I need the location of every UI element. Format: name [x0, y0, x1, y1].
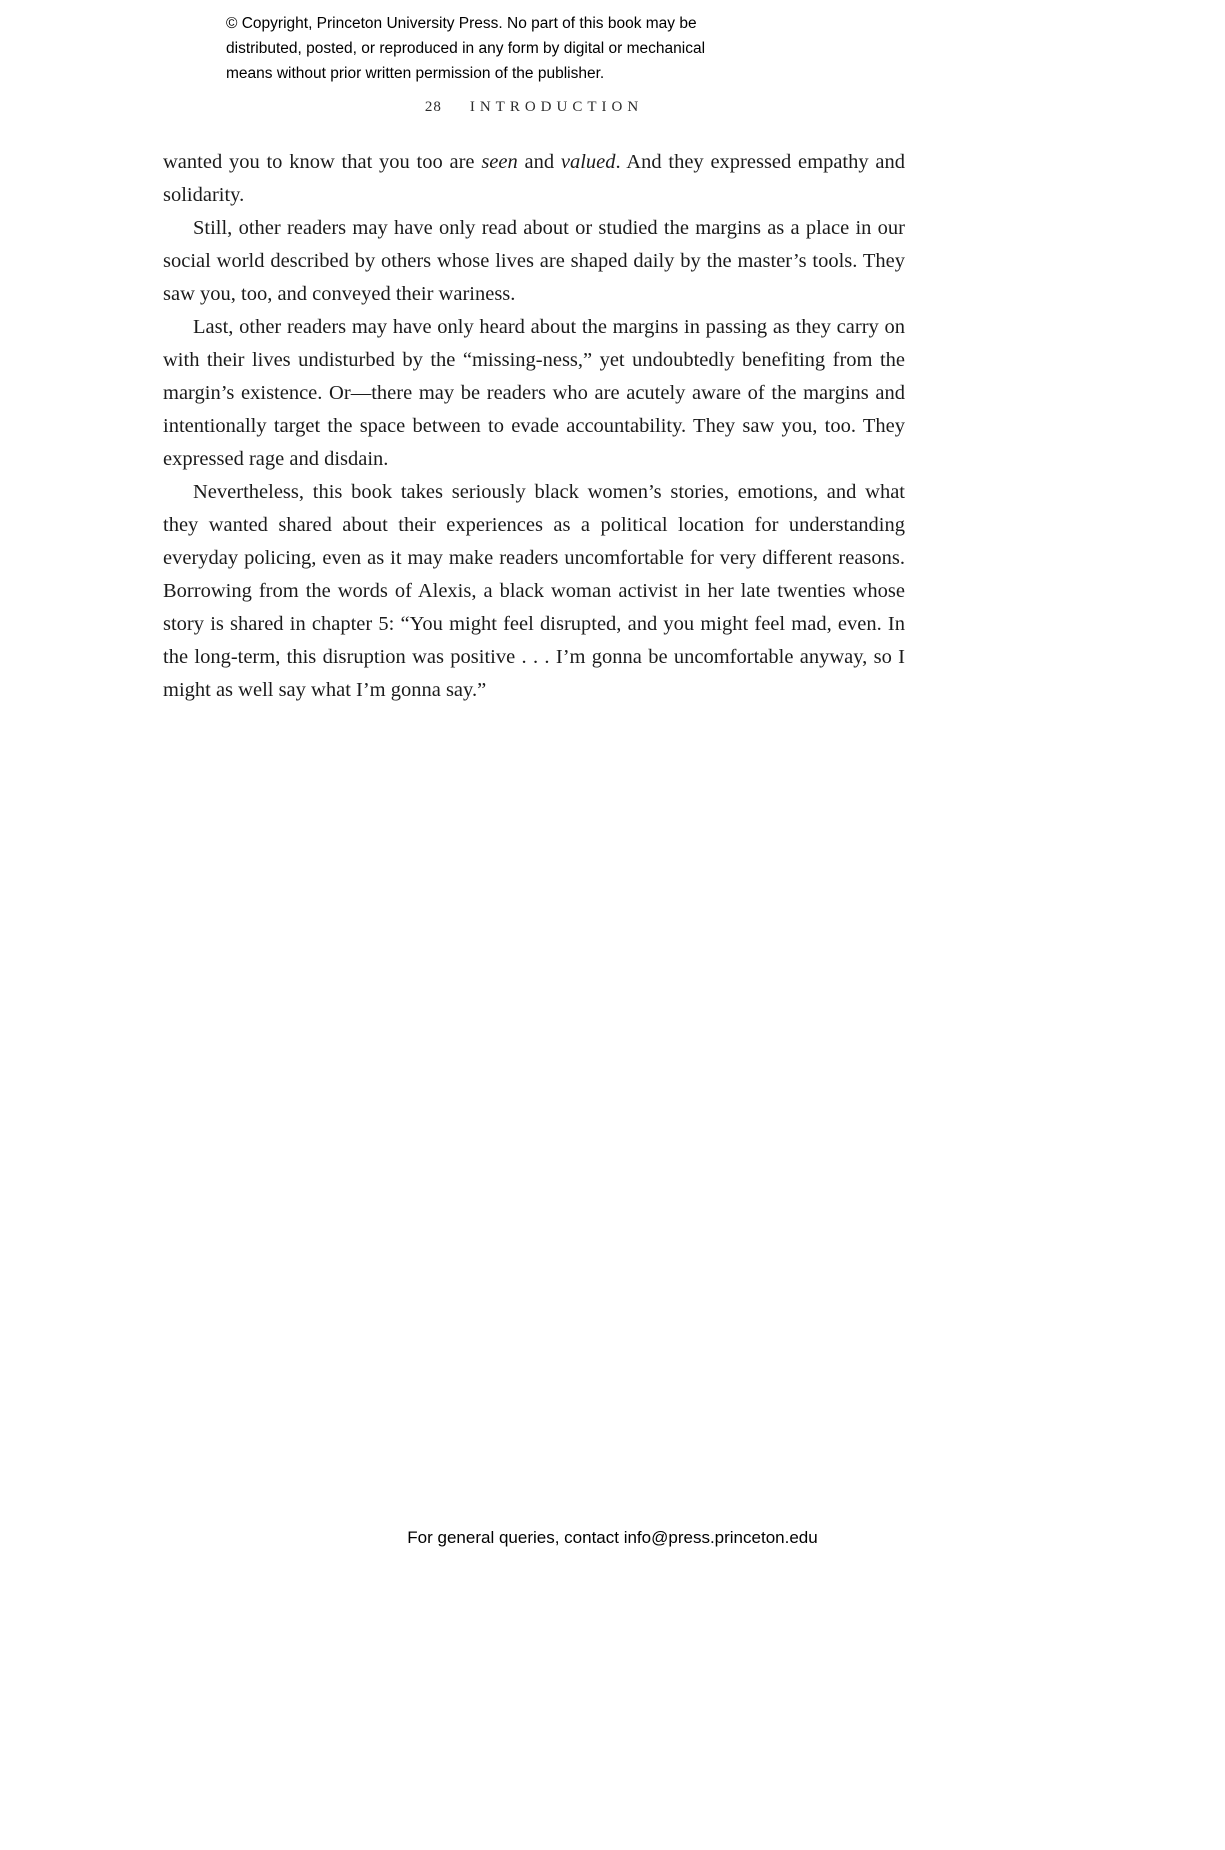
chapter-title: INTRODUCTION — [469, 99, 644, 115]
running-head — [163, 99, 905, 116]
copyright-line-2: distributed, posted, or reproduced in any form by digital or mechanical — [226, 39, 706, 57]
paragraph-1-italic-valued: valued — [560, 151, 616, 173]
paragraph-3: Last, other readers may have only heard about the margins in passing as they carry on with their lives undisturbed by the “missing-ness,” yet undoubtedly benefiting from the margin’s existence. Or—there may be readers who are acutely aware of the margins and intentionally target the space between to evade accountability. They saw you, too. They expressed rage and disdain. — [163, 316, 905, 470]
body-text — [163, 146, 905, 707]
paragraph-1 — [163, 146, 905, 212]
page-number: 28 — [424, 99, 442, 115]
paragraph-2: Still, other readers may have only read about or studied the margins as a place in our social world described by others whose lives are shaped daily by the master’s tools. They saw you, too, and conveyed their wariness. — [163, 217, 905, 305]
contact-email: info@press.princeton.edu — [623, 1528, 818, 1547]
copyright-line-3: means without prior written permission of the publisher. — [226, 64, 605, 82]
paragraph-1-run-3: and — [517, 151, 561, 173]
paragraph-1-italic-seen: seen — [481, 151, 518, 173]
copyright-line-1: © Copyright, Princeton University Press. No part of this book may be — [226, 15, 697, 32]
page-footer — [0, 1528, 1225, 1548]
footer-text: For general queries, contact — [407, 1528, 624, 1547]
paragraph-1-run-5: . And they expressed empathy and solidarity. — [163, 151, 905, 206]
copyright-notice — [226, 12, 866, 86]
paragraph-1-run-1: wanted you to know that you too are — [163, 151, 482, 173]
paragraph-4: Nevertheless, this book takes seriously black women’s stories, emotions, and what they wanted shared about their experiences as a political location for understanding everyday policing, even as it may make readers uncomfortable for very different reasons. Borrowing from the words of Alexis, a black woman activist in her late twenties whose story is shared in chapter 5: “You might feel disrupted, and you might feel mad, even. In the long-term, this disruption was positive . . . I’m gonna be uncomfortable anyway, so I might as well say what I’m gonna say.” — [163, 481, 905, 701]
